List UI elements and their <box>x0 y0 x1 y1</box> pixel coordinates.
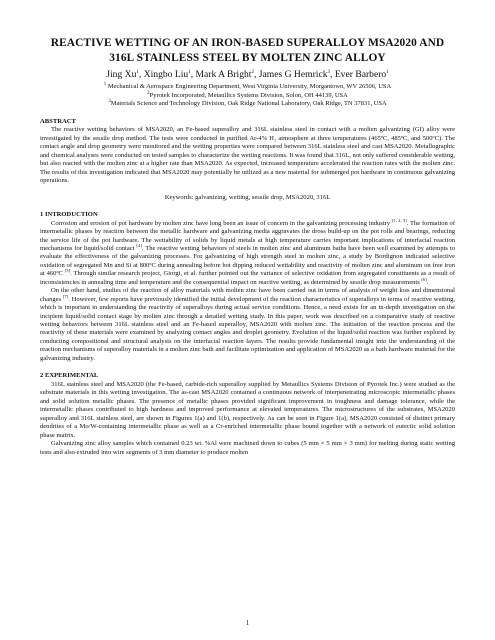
author-name: James G Hemrick <box>258 69 328 80</box>
author-affiliation-mark: 1 <box>386 69 389 75</box>
citation: [1, 2, 3] <box>391 217 407 223</box>
author-affiliation-mark: 1 <box>136 69 139 75</box>
citation: [7] <box>62 293 69 299</box>
author-affiliation-mark: 1 <box>188 69 191 75</box>
title-line-2: 316L STAINLESS STEEL BY MOLTEN ZINC ALLOY <box>109 52 386 64</box>
experimental-heading: 2 EXPERIMENTAL <box>40 372 99 380</box>
introduction-paragraph: On the other hand, studies of the reaction of alloy materials with molten zinc have been carried out in terms of analysis of weight loss and dimensional changes [7]. However, few reports have previously identified the initial development of the reaction characteristics of superalloys in terms of reactive wetting, which is important in understanding the reactivity of superalloys during actual service conditions. Hence, a need exists for an in-depth investigation on the incipient liquid/solid contact stage by molten zinc through a detailed wetting study. In this paper, work was described on a comparative study of reactive wetting behaviors between 316L stainless steel and an Fe-based superalloy, MSA2020 with molten zinc. The initiation of the reaction process and the reactivity of these materials were examined by analyzing contact angles and droplet geometry. Evolution of the liquid/solid reaction was further explored by conducting compositional and structural analysis on the interfacial reaction layers. The results provide fundamental insight into the understanding of the reaction mechanisms of superalloy materials in a molten zinc bath and facilitate optimization and application of MSA2020 as a bath hardware material for the galvanizing industry. <box>40 287 455 362</box>
title-line-1: REACTIVE WETTING OF AN IRON-BASED SUPERALLOY MSA2020 AND <box>50 37 445 49</box>
introduction-heading: 1 INTRODUCTION <box>40 211 98 218</box>
author-name: Mark A Bright <box>195 69 252 80</box>
author-name: Ever Barbero <box>334 69 387 80</box>
experimental-paragraph: Galvanizing zinc alloy samples which contained 0.23 wt. %Al were machined down to cubes (5 mm × 5 mm × 3 mm) for melting during static wetting tests and also extruded into wire segments of 3 mm diameter to produce molten <box>40 440 455 456</box>
experimental-paragraph: 316L stainless steel and MSA2020 (the Fe-based, carbide-rich superalloy supplied by Metaullics Systems Division of Pyrotek Inc.) were studied as the substrate materials in this wetting investigation. The as-cast MSA2020 contained a continuous network of interpenetrating microscopic intermetallic phases and solid solution metallic phases. The presence of metallic phases provided significant improvement in toughness and damage tolerance, while the intermetallic phases contributed to high hardness and improved performance at elevated temperatures. The microstructures of the substrates, MSA2020 superalloy and 316L stainless steel, are shown in Figures 1(a) and 1(b), respectively. As can be seen in Figure 1(a), MSA2020 consisted of distinct primary dendrites of a Mo/W-containing intermetallic phase as well as a Cr-enriched intermetallic phase bound together with a network of eutectic solid solution phase matrix. <box>40 380 455 439</box>
keywords: Keywords: galvanizing, wetting, sessile drop, MSA2020, 316L <box>164 193 331 201</box>
author-affiliation-mark: 2 <box>251 69 254 75</box>
affiliation: $^1$ Mechanical & Aerospace Engineering Department, West Virginia University, Morgantown, WV 26506, USA <box>103 81 392 90</box>
affiliation: $^3$Materials Science and Technology Division, Oak Ridge National Laboratory, Oak Ridge, TN 37831, USA <box>108 99 387 108</box>
citation: [4] <box>136 242 142 248</box>
author-list: Jing Xu$^1$, Xingbo Liu$^1$, Mark A Bright$^2$, James G Hemrick$^3$, Ever Barbero$^1$ <box>106 69 389 80</box>
author-affiliation-mark: 3 <box>327 69 331 75</box>
citation: [5] <box>64 268 71 274</box>
abstract-heading: ABSTRACT <box>40 117 76 125</box>
citation: [6] <box>421 276 427 282</box>
introduction-paragraph: Corrosion and erosion of pot hardware by molten zinc have long been an issue of concern in the galvanizing processing industry [1, 2, 3]. The formation of intermetallic phases by reaction between the metallic hardware and galvanizing media aggravates the dross build-up on the pot rolls and bearings, reducing the service life of the pot hardware. The wettability of solids by liquid metals at high temperature carries important implications of interfacial reaction mechanisms for liquid/solid contact [4]. The reactive wetting behaviors of steels in molten zinc and aluminum baths have been well examined by attempts to evaluate the effectiveness of the galvanizing processes. For galvanizing of high strength steel in molten zinc, a study by Bordignon indicated selective oxidation of segregated Mn and Si at 800ºC during annealing before hot dipping reduced wettability and reactivity of molten zinc and aluminum on free iron at 460ºC [5]. Through similar research project, Giorgi, et al. further pointed out the variance of selective oxidation from segregated constituents as a result of inconsistencies in annealing time and temperature and the consequential impact on reactive wetting, as determined by sessile drop measurements [6]. <box>40 217 456 286</box>
affiliation: $^2$Pyrotek Incorporated, Metaullics Systems Division, Solon, OH 44139, USA <box>147 90 348 99</box>
page-number: 1 <box>245 619 250 627</box>
abstract-text: The reactive wetting behaviors of MSA2020, an Fe-based superalloy and 316L stainless steel in contact with a molten galvanizing (GI) alloy were investigated by the sessile drop method. The tests were conducted in purified Ar-4% H₂ atmosphere at three temperatures (465ºC, 485ºC, and 500ºC). The contact angle and drop geometry were monitored and the wetting properties were compared between 316L stainless steel and cast MSA2020. Metallographic and chemical analyses were conducted on tested samples to characterize the wetting reactions. It was found that 316L, not only suffered considerable wetting, but also reacted with the molten zinc at a higher rate than MSA2020. As expected, increased temperature accelerated the reaction rates with the molten zinc. The results of this investigation indicated that MSA2020 may potentially be utilized as a new material for submerged pot hardware in continuous galvanizing operations. <box>40 126 455 185</box>
author-name: Jing Xu <box>106 69 137 80</box>
paper-title <box>40 36 455 66</box>
author-name: Xingbo Liu <box>143 69 189 80</box>
affiliation-list <box>40 83 455 109</box>
